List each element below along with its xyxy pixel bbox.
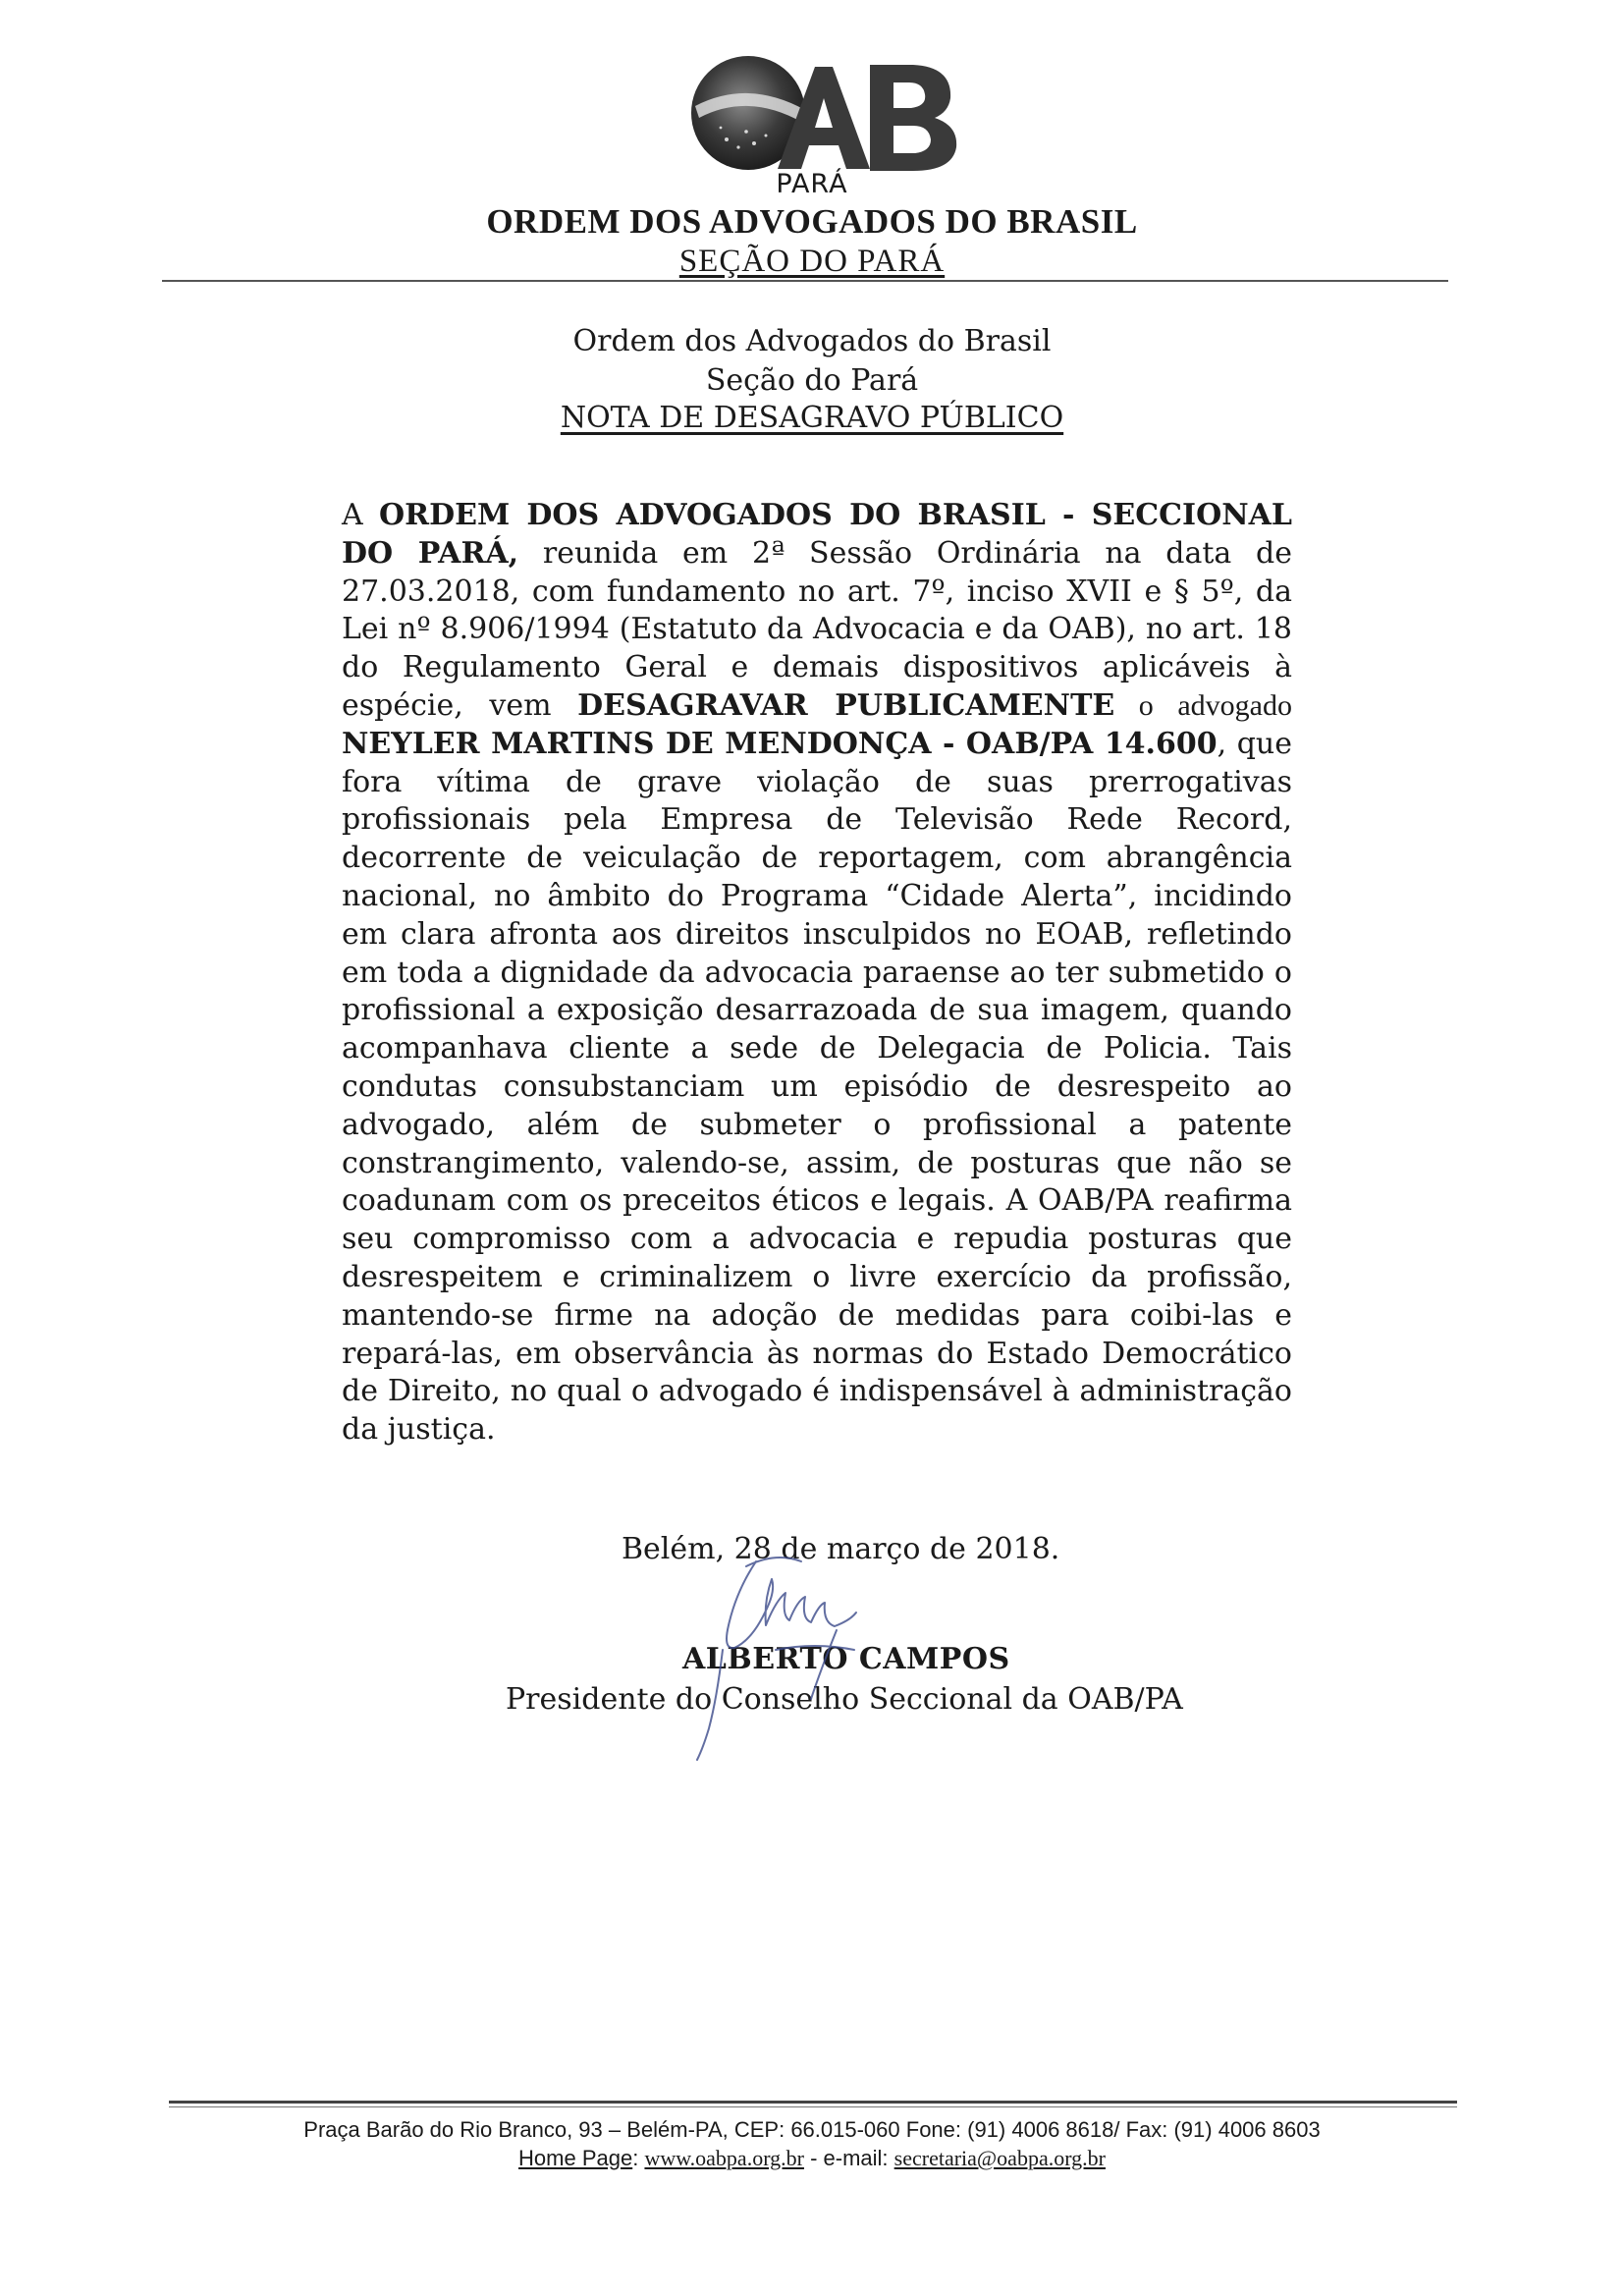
body-text-2: reunida em 2ª Sessão Ordinária na data de 27.03.2018, com fundamento no art. 7º, inciso XVII e § 5º, da Lei nº 8.906/1994 (Estatuto da Advocacia e da OAB), no art. 18 do Regulamento Geral e demais dispositivos aplicáveis à espécie, vem bbox=[342, 535, 1292, 723]
section-title bbox=[0, 244, 1624, 280]
body-bold-lawyer: NEYLER MARTINS DE MENDONÇA - OAB/PA 14.600 bbox=[342, 726, 1218, 761]
body-bold-action: DESAGRAVAR PUBLICAMENTE bbox=[577, 687, 1115, 723]
footer-divider-thin bbox=[169, 2106, 1457, 2107]
org-title: ORDEM DOS ADVOGADOS DO BRASIL bbox=[486, 202, 1138, 241]
home-page-separator: : bbox=[632, 2146, 645, 2170]
date-line: Belém, 28 de março de 2018. bbox=[622, 1532, 1060, 1566]
home-page-link[interactable]: www.oabpa.org.br bbox=[644, 2146, 804, 2170]
email-label: - e-mail: bbox=[803, 2146, 894, 2170]
handwritten-signature bbox=[628, 1532, 943, 1768]
footer-divider-thick bbox=[169, 2101, 1457, 2104]
document-title bbox=[0, 401, 1624, 435]
body-paragraph bbox=[342, 497, 1292, 1449]
signer-role: Presidente do Conselho Seccional da OAB/PA bbox=[506, 1682, 1183, 1717]
body-text-3: o advogado bbox=[1114, 688, 1292, 722]
body-text-4: , que fora vítima de grave violação de suas prerrogativas profissionais pela Empresa de Televisão Rede Record, decorrente de veiculação de reportagem, com abrangência nacional, no âmbito do Programa “Cidade Alerta”, incidindo em clara afronta aos direitos insculpidos no EOAB, refletindo em toda a dignidade da advocacia paraense ao ter submetido o profissional a exposição desarrazoada de sua imagem, quando acompanhava cliente a sede de Delegacia de Policia. Tais condutas consubstanciam um episódio de desrespeito ao advogado, além de submeter o profissional a patente constrangimento, valendo-se, assim, de posturas que não se coadunam com os preceitos éticos e legais. A OAB/PA reafirma seu compromisso com a advocacia e repudia posturas que desrespeitem e criminalizem o livre exercício da profissão, mantendo-se firme na adoção de medidas para coibi-las e repará-las, em observância às normas do Estado Democrático de Direito, no qual o advogado é indispensável à administração da justiça. bbox=[342, 726, 1292, 1448]
section-title-text: SEÇÃO DO PARÁ bbox=[678, 244, 946, 279]
home-page-label: Home Page bbox=[518, 2146, 633, 2170]
header-divider bbox=[162, 280, 1448, 282]
subheader-section: Seção do Pará bbox=[705, 363, 919, 398]
footer-contact bbox=[0, 2146, 1624, 2171]
subheader-org: Ordem dos Advogados do Brasil bbox=[572, 324, 1052, 358]
oab-logo bbox=[668, 49, 962, 177]
email-link[interactable]: secretaria@oabpa.org.br bbox=[893, 2146, 1106, 2170]
body-text-1: A bbox=[342, 498, 380, 532]
signer-name: ALBERTO CAMPOS bbox=[682, 1642, 1010, 1676]
body-bold-org: ORDEM DOS ADVOGADOS DO BRASIL - SECCIONAL DO PARÁ, bbox=[342, 498, 1292, 571]
footer-address: Praça Barão do Rio Branco, 93 – Belém-PA, CEP: 66.015-060 Fone: (91) 4006 8618/ Fax: (91) 4006 8603 bbox=[303, 2117, 1321, 2142]
state-label: PARÁ bbox=[776, 169, 848, 199]
document-title-text: NOTA DE DESAGRAVO PÚBLICO bbox=[560, 401, 1064, 435]
letter-b bbox=[870, 65, 956, 171]
